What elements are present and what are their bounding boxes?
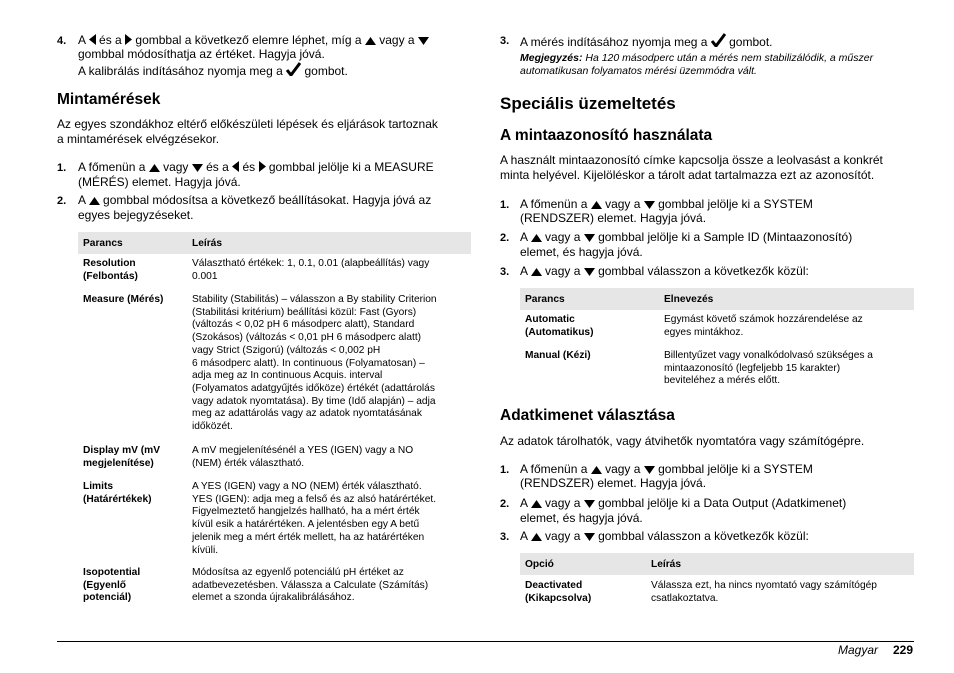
t: Limits xyxy=(83,481,114,492)
intro-line1: Az egyes szondákhoz eltérő előkészületi lépések és eljárások tartoznak xyxy=(57,117,438,131)
t: 0.001 xyxy=(192,270,218,282)
t: csatlakoztatva. xyxy=(651,592,719,604)
t: (NEM) érték választható. xyxy=(192,457,305,469)
footer-language: Magyar xyxy=(838,643,879,657)
step-number: 2. xyxy=(500,232,510,244)
t: Választható értékek: 1, 0.1, 0.01 (alapbeállítás) vagy xyxy=(192,258,430,269)
text: A xyxy=(520,496,528,510)
text: A főmenün a xyxy=(520,462,588,476)
t: adatbevezetésben. Válassza a Calculate (Számítás) xyxy=(192,579,429,591)
t: meg az adattárolás vagy az adatok nyomtatásának xyxy=(192,408,422,420)
row-name xyxy=(83,445,160,470)
row-desc xyxy=(192,445,413,470)
footer-rule xyxy=(57,641,914,642)
up-arrow-icon xyxy=(591,201,602,209)
s2-line2: elemet, és hagyja jóvá. xyxy=(520,511,643,525)
text: vagy a xyxy=(545,529,581,543)
text: A mérés indításához nyomja meg a xyxy=(520,35,708,49)
step-number: 1. xyxy=(500,464,510,476)
text: gombot. xyxy=(729,35,773,49)
text: A xyxy=(520,264,528,278)
row-desc xyxy=(664,314,863,339)
para-line2: minta helyével. Kijelöléskor a tárolt adat tartalmazza ezt az azonosítót. xyxy=(500,168,875,182)
t: (Stabilitási kritérium) beállítási közül: Fast (Gyors) xyxy=(192,306,417,318)
page-number: 229 xyxy=(893,643,914,657)
text: vagy a xyxy=(605,462,641,476)
t: elemet a szonda újrakalibrálásához. xyxy=(192,592,355,604)
down-arrow-icon xyxy=(418,37,429,45)
down-arrow-icon xyxy=(584,533,595,541)
t: Stability (Stabilitás) – válasszon a By stability Criterion xyxy=(192,294,437,305)
intro-line2: a mintamérések elvégzésekor. xyxy=(57,132,220,146)
right-arrow-icon xyxy=(125,34,132,45)
t: Módosítsa az egyenlő potenciálú pH értéket az xyxy=(192,567,404,578)
t: kívül esik a határértéken. A jelentésben egy A betű xyxy=(192,519,420,531)
text: és a xyxy=(99,33,122,47)
s1-line1 xyxy=(520,462,813,476)
t: Billentyűzet vagy vonalkódolvasó szükséges a xyxy=(664,350,873,361)
t: mintaazonosító (legfeljebb 15 karakter) xyxy=(664,362,841,374)
t: Automatic xyxy=(525,314,575,325)
up-arrow-icon xyxy=(531,533,542,541)
t: (Automatikus) xyxy=(525,326,594,338)
t: Display mV (mV xyxy=(83,445,160,456)
step-number: 4. xyxy=(57,35,67,47)
main-heading: Speciális üzemeltetés xyxy=(500,94,676,113)
left-arrow-icon xyxy=(232,161,239,172)
down-arrow-icon xyxy=(584,500,595,508)
text: vagy a xyxy=(545,496,581,510)
row-name xyxy=(83,481,152,506)
up-arrow-icon xyxy=(149,164,160,172)
row-desc xyxy=(664,350,873,388)
table-header xyxy=(78,232,471,254)
step2-line2: egyes bejegyzéseket. xyxy=(78,208,194,222)
row-name xyxy=(525,350,591,363)
row-name xyxy=(525,580,591,605)
t: megjelenítése) xyxy=(83,457,154,469)
row-name xyxy=(83,258,138,283)
step4-line2: gombbal módosíthatja az értéket. Hagyja jóvá. xyxy=(78,47,325,61)
t: jelenik meg a mért érték mellett, ha az határértéken xyxy=(192,531,425,543)
row-desc xyxy=(651,580,877,605)
t: Manual (Kézi) xyxy=(525,350,591,361)
text: és xyxy=(242,160,256,174)
section-heading: Mintamérések xyxy=(57,91,161,108)
t: időközét. xyxy=(192,421,233,433)
row-desc xyxy=(192,294,437,434)
s2-line2: elemet, és hagyja jóvá. xyxy=(520,245,643,259)
t: (Felbontás) xyxy=(83,270,138,282)
down-arrow-icon xyxy=(644,466,655,474)
step3-line1 xyxy=(520,33,772,49)
note-line2: automatikusan folyamatos mérési üzemmódra vált. xyxy=(520,65,757,77)
t: beviteléhez a mérés előtt. xyxy=(664,375,781,387)
step1-line1 xyxy=(78,160,434,174)
s2-line1 xyxy=(520,496,846,510)
text: gombbal a következő elemre léphet, míg a xyxy=(135,33,362,47)
step-number: 2. xyxy=(500,498,510,510)
table-header xyxy=(520,553,914,575)
step-number: 3. xyxy=(500,266,510,278)
t: Válassza ezt, ha nincs nyomtató vagy számítógép xyxy=(651,580,877,591)
row-desc xyxy=(192,481,436,557)
step-number: 2. xyxy=(57,195,67,207)
t: 6 másodperc alatt). In continuous (Folyamatosan) – xyxy=(192,357,425,369)
up-arrow-icon xyxy=(591,466,602,474)
down-arrow-icon xyxy=(584,234,595,242)
s2-line1 xyxy=(520,230,852,244)
text: A főmenün a xyxy=(520,197,588,211)
t: Figyelmeztető hangjelzés hallható, ha a mért érték xyxy=(192,506,420,518)
t: Deactivated xyxy=(525,580,583,591)
text: gombbal jelölje ki a Data Output (Adatkimenet) xyxy=(598,496,847,510)
up-arrow-icon xyxy=(365,37,376,45)
row-name xyxy=(83,567,140,605)
text: gombbal jelölje ki a SYSTEM xyxy=(658,197,813,211)
t: (Egyenlő xyxy=(83,579,127,591)
text: A főmenün a xyxy=(78,160,146,174)
s3-line1 xyxy=(520,264,809,278)
note-label: Megjegyzés: xyxy=(520,52,583,64)
text: gombbal válasszon a következők közül: xyxy=(598,529,809,543)
up-arrow-icon xyxy=(531,234,542,242)
step4-line1 xyxy=(78,33,429,47)
t: (Határértékek) xyxy=(83,493,152,505)
t: potenciál) xyxy=(83,592,132,604)
row-desc xyxy=(192,567,428,605)
col-header: Leírás xyxy=(651,559,682,570)
t: (Szokásos) (változás < 0,01 pH 6 másodperc alatt) xyxy=(192,332,422,344)
col-header: Elnevezés xyxy=(664,294,714,305)
step-number: 1. xyxy=(500,199,510,211)
down-arrow-icon xyxy=(644,201,655,209)
table-header xyxy=(520,288,914,310)
text: vagy a xyxy=(605,197,641,211)
text: Ha 120 másodperc után a mérés nem stabilizálódik, a műszer xyxy=(585,52,874,64)
left-arrow-icon xyxy=(89,34,96,45)
t: adja meg az In continuous Acquis. interval xyxy=(192,370,383,382)
s1-line1 xyxy=(520,197,813,211)
col-header: Parancs xyxy=(525,294,565,305)
step4-line3 xyxy=(78,62,348,78)
t: Resolution xyxy=(83,258,136,269)
s3-line1 xyxy=(520,529,809,543)
t: (Kikapcsolva) xyxy=(525,592,592,604)
s1-line2: (RENDSZER) elemet. Hagyja jóvá. xyxy=(520,211,707,225)
t: egyes mintákhoz. xyxy=(664,326,744,338)
step-number: 3. xyxy=(500,531,510,543)
t: Measure (Mérés) xyxy=(83,294,164,305)
text: vagy a xyxy=(379,33,415,47)
col-header: Leírás xyxy=(192,238,223,249)
up-arrow-icon xyxy=(89,197,100,205)
down-arrow-icon xyxy=(192,164,203,172)
text: vagy xyxy=(163,160,189,174)
note-line1 xyxy=(520,52,873,65)
checkmark-icon xyxy=(711,33,726,47)
text: vagy a xyxy=(545,264,581,278)
text: gombot. xyxy=(304,64,348,78)
text: gombbal jelölje ki a MEASURE xyxy=(268,160,434,174)
up-arrow-icon xyxy=(531,500,542,508)
section-heading: A mintaazonosító használata xyxy=(500,127,713,144)
up-arrow-icon xyxy=(531,268,542,276)
t: A YES (IGEN) vagy a NO (NEM) érték választható. xyxy=(192,481,422,492)
s1-line2: (RENDSZER) elemet. Hagyja jóvá. xyxy=(520,476,707,490)
row-name xyxy=(83,294,163,307)
text: gombbal válasszon a következők közül: xyxy=(598,264,809,278)
right-arrow-icon xyxy=(259,161,266,172)
text: vagy a xyxy=(545,230,581,244)
t: Isopotential xyxy=(83,567,141,578)
row-name xyxy=(525,314,593,339)
text: A kalibrálás indításához nyomja meg a xyxy=(78,64,283,78)
t: YES (IGEN): adja meg a felső és az alsó határértéket. xyxy=(192,493,437,505)
t: kívüli. xyxy=(192,544,219,556)
col-header: Parancs xyxy=(83,238,123,249)
step-number: 3. xyxy=(500,35,510,47)
row-desc xyxy=(192,258,429,283)
col-header: Opció xyxy=(525,559,554,570)
step-number: 1. xyxy=(57,162,67,174)
text: és a xyxy=(206,160,229,174)
t: (Folyamatos adatgyűjtés időköze) értékét (adattárolás xyxy=(192,382,435,394)
para-line1: A használt mintaazonosító címke kapcsolja össze a leolvasást a konkrét xyxy=(500,153,883,167)
t: (változás < 0,02 pH 6 másodperc alatt), Standard xyxy=(192,319,415,331)
text: gombbal jelölje ki a Sample ID (Mintaazonosító) xyxy=(598,230,853,244)
t: A mV megjelenítésénél a YES (IGEN) vagy a NO xyxy=(192,445,414,456)
step1-line2: (MÉRÉS) elemet. Hagyja jóvá. xyxy=(78,175,241,189)
text: gombbal módosítsa a következő beállításokat. Hagyja jóvá az xyxy=(103,193,432,207)
checkmark-icon xyxy=(286,62,301,76)
text: A xyxy=(78,33,86,47)
t: vagy Strict (Szigorú) (változás < 0,002 pH xyxy=(192,344,381,356)
section-heading: Adatkimenet választása xyxy=(500,407,675,424)
text: A xyxy=(78,193,86,207)
text: A xyxy=(520,529,528,543)
t: vagy adatok nyomtatása). By time (Idő alapján) – adja xyxy=(192,395,436,407)
step2-line1 xyxy=(78,193,431,207)
t: Egymást követő számok hozzárendelése az xyxy=(664,314,863,325)
down-arrow-icon xyxy=(584,268,595,276)
text: gombbal jelölje ki a SYSTEM xyxy=(658,462,813,476)
para-line1: Az adatok tárolhatók, vagy átvihetők nyomtatóra vagy számítógépre. xyxy=(500,434,865,448)
text: A xyxy=(520,230,528,244)
